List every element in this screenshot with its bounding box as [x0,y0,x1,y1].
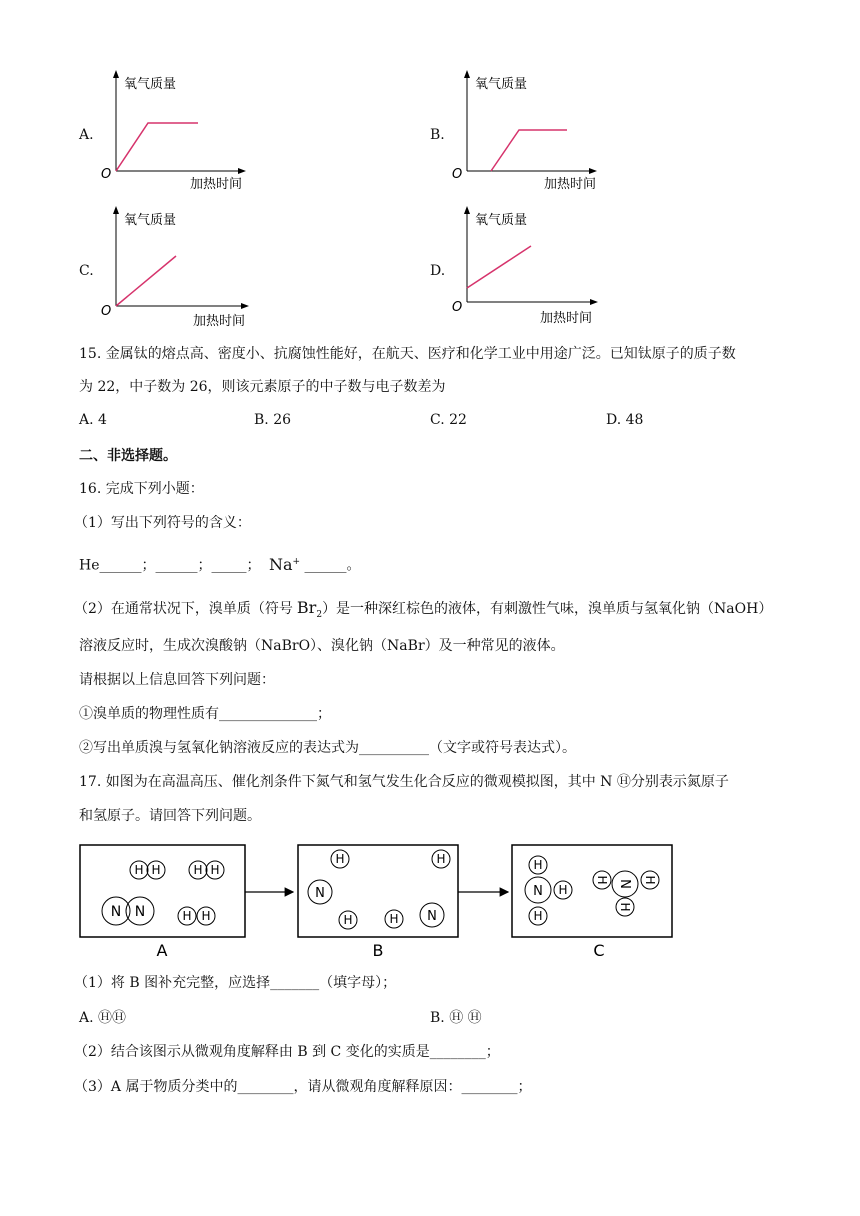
h-atom: H [389,912,399,926]
graph-b [447,68,617,193]
x-axis-label: 加热时间 [540,311,593,326]
option-b-label: B. [430,127,445,143]
h-atom: H [343,913,353,927]
h-atom: H [533,858,543,872]
br-symbol: Br [296,598,317,617]
h-atom: H [436,852,446,866]
q17-stem-line2: 和氢原子。请回答下列问题。 [79,808,261,824]
n-atom: N [134,904,146,920]
y-axis-label: 氧气质量 [124,77,177,92]
q15-stem-line1: 15. 金属钛的熔点高、密度小、抗腐蚀性能好，在航天、医疗和化学工业中用途广泛。已知钛原子的质子数 [79,346,736,362]
q16-part1: （1）写出下列符号的含义： [74,515,251,531]
q17-subq2: （2）结合该图示从微观角度解释由 B 到 C 变化的实质是________； [74,1044,500,1060]
box-a-label: A [156,941,168,960]
q17-option-b[interactable]: B. Ⓗ Ⓗ [430,1010,482,1026]
y-axis-label: 氧气质量 [124,213,177,228]
h-atom: H [335,852,345,866]
h-atom: H [201,909,211,923]
box-b-label: B [372,941,384,960]
n-atom: N [533,884,543,899]
h-atom: H [595,875,609,885]
x-axis-label: 加热时间 [544,177,597,192]
h-atom: H [558,883,568,897]
curve-d [467,246,531,288]
q15-option-a[interactable]: A. 4 [79,412,107,428]
n-atom: N [110,904,122,920]
na-blank: ______。 [304,557,361,574]
na-charge: + [292,557,301,567]
box-a [80,845,245,937]
option-d-label: D. [430,263,446,279]
box-c-label: C [593,941,605,960]
q15-option-b[interactable]: B. 26 [254,412,292,428]
origin-label: O [101,304,112,319]
q16-symbol-line [79,552,361,576]
h-atom: H [193,863,203,877]
q17-subq3: （3）A 属于物质分类中的________，请从微观角度解释原因：________； [74,1079,532,1095]
reaction-diagram [78,838,688,963]
h-atom: H [134,863,144,877]
q17-stem-line1: 17. 如图为在高温高压、催化剂条件下氮气和氢气发生化合反应的微观模拟图，其中 N Ⓗ分别表示氮原子 [79,774,729,790]
curve-c [116,256,176,306]
origin-label: O [452,300,463,315]
q16-subq1: ①溴单质的物理性质有______________； [79,706,331,722]
h-atom: H [182,909,192,923]
q15-option-c[interactable]: C. 22 [430,412,467,428]
y-axis-label: 氧气质量 [475,213,528,228]
graph-d [447,204,617,329]
curve-b [491,130,567,171]
option-a-label: A. [79,127,94,143]
origin-label: O [101,167,112,182]
x-axis-label: 加热时间 [193,314,246,329]
h-atom: H [643,875,657,885]
q16-title: 16. 完成下列小题： [79,481,204,497]
origin-label: O [452,167,463,182]
curve-a [116,123,198,171]
q16-instruction: 请根据以上信息回答下列问题： [79,672,275,688]
h-atom: H [533,909,543,923]
n-atom: N [617,879,632,889]
q17-subq1: （1）将 B 图补充完整，应选择_______（填字母）； [74,975,397,991]
n-atom: N [315,886,325,901]
section-heading: 二、非选择题。 [79,448,177,464]
he-blanks: He______；______；_____； [79,557,261,574]
graph-a [96,68,266,193]
y-axis-label: 氧气质量 [475,77,528,92]
br-subscript: 2 [316,609,323,620]
q16-part2-line2: 溶液反应时，生成次溴酸钠（NaBrO）、溴化钠（NaBr）及一种常见的液体。 [79,638,565,654]
n-atom: N [427,909,437,924]
q16-subq2: ②写出单质溴与氢氧化钠溶液反应的表达式为__________（文字或符号表达式）。 [79,740,576,756]
h-atom: H [151,863,161,877]
q15-stem-line2: 为 22，中子数为 26，则该元素原子的中子数与电子数差为 [79,379,446,395]
graph-c [96,204,266,329]
h-atom: H [618,902,632,912]
x-axis-label: 加热时间 [190,177,243,192]
option-c-label: C. [79,263,94,279]
q17-option-a[interactable]: A. ⒽⒽ [79,1010,127,1026]
na-symbol: Na [268,554,293,574]
q15-option-d[interactable]: D. 48 [606,412,644,428]
h-atom: H [210,863,220,877]
q16-part2-line1: （2）在通常状况下，溴单质（符号 $Br_2$）是一种深红棕色的液体，有刺激性气味，溴单质与氢氧化钠（NaOH） [74,598,773,620]
